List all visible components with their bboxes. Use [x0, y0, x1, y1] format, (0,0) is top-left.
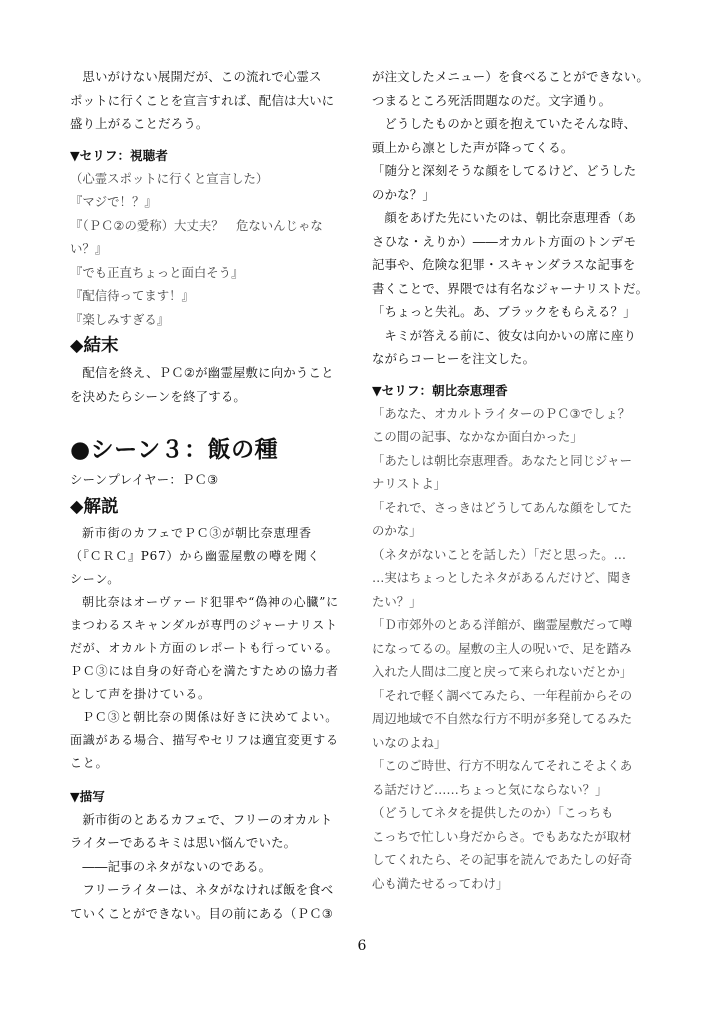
asahina-line: 「あなた、オカルトライターのＰＣ③でしょ？ [372, 405, 631, 421]
viewer-line: 『（ＰＣ②の愛称）大丈夫？ 危ないんじゃな [70, 217, 323, 233]
intro-line: 思いがけない展開だが、この流れで心霊ス [82, 69, 322, 84]
scene-title: ●シーン３：飯の種 [70, 437, 279, 463]
explain-line: ＰＣ③には自身の好奇心を満たすための協力者 [70, 663, 339, 678]
asahina-line: この間の記事、なかなか面白かった」 [372, 429, 583, 444]
left-column [70, 65, 360, 925]
explain-line: 朝比奈はオーヴァード犯罪や“偽神の心臓”に [82, 594, 339, 609]
narration-line: キミが答える前に、彼女は向かいの席に座り [384, 327, 637, 343]
narration-line: ながらコーヒーを注文した。 [372, 351, 536, 366]
explain-line: こと。 [70, 755, 109, 770]
asahina-line: いなのよね」 [372, 734, 447, 750]
explain-line: 新市街のカフェでＰＣ③が朝比奈恵理香 [82, 525, 312, 540]
narration-line: が注文したメニュー）を食べることができない。 [372, 69, 649, 84]
viewer-line: 『配信待ってます！』 [70, 288, 194, 303]
narration-line: さひな・えりか）――オカルト方面のトンデモ [372, 233, 637, 249]
asahina-line: 「それで、さっきはどうしてあんな顔をしてた [372, 499, 632, 515]
explain-line: ＰＣ③と朝比奈の関係は好きに決めてよい。 [82, 709, 339, 724]
intro-line: 盛り上がることだろう。 [70, 116, 209, 131]
narration-line: 顔をあげた先にいたのは、朝比奈恵理香（あ [384, 210, 637, 225]
narration-line: どうしたものかと頭を抱えていたそんな時、 [384, 116, 637, 131]
explain-heading: ◆解説 [70, 496, 119, 517]
depict-line: 新市街のとあるカフェで、フリーのオカルト [82, 811, 333, 827]
viewer-line: 『マジで！？』 [70, 194, 157, 209]
asahina-line: 心も満たせるってわけ」 [372, 875, 509, 891]
asahina-line: 「このご時世、行方不明なんてそれこそよくあ [372, 758, 633, 773]
explain-line: として声を掛けている。 [70, 686, 211, 701]
viewer-line: 『楽しみすぎる』 [70, 311, 170, 327]
conclusion-line: 配信を終え、ＰＣ②が幽霊屋敷に向かうこと [82, 365, 334, 380]
asahina-line: （ネタがないことを話した）「だと思った。… [372, 546, 627, 562]
intro-line: ポットに行くことを宣言すれば、配信は大いに [70, 92, 335, 108]
depict-line: ――記事のネタがないのである。 [82, 858, 272, 874]
conclusion-heading: ◆結末 [70, 336, 119, 356]
depict-line: ライターであるキミは思い悩んでいた。 [70, 835, 297, 850]
asahina-line: ナリストよ」 [372, 476, 447, 491]
asahina-line: 周辺地域で不自然な行方不明が多発してるみた [372, 711, 633, 726]
explain-line: だが、オカルト方面のレポートも行っている。 [70, 640, 339, 655]
explain-line: シーン。 [70, 571, 121, 586]
asahina-serif-heading: ▼セリフ：朝比奈恵理香 [372, 382, 508, 398]
asahina-line: たい？」 [372, 593, 422, 609]
asahina-line: こっちで忙しい身だからさ。でもあなたが取材 [372, 828, 632, 844]
narration-line: つまるところ死活問題なのだ。文字通り。 [372, 92, 612, 108]
narration-line: 頭上から凛とした声が降ってくる。 [372, 139, 574, 155]
asahina-line: 「Ｄ市郊外のとある洋館が、幽霊屋敷だって噂 [372, 617, 633, 632]
viewer-line: い？』 [70, 241, 108, 256]
asahina-line: のかな」 [372, 523, 422, 538]
depict-heading: ▼描写 [70, 788, 105, 804]
asahina-line: る話だけど……ちょっと気にならない？」 [372, 781, 608, 797]
narration-line: のかな？」 [372, 186, 435, 202]
depict-line: ていくことができない。目の前にある（ＰＣ③ [70, 905, 334, 921]
conclusion-line: を決めたらシーンを終了する。 [70, 388, 247, 404]
viewer-serif-heading: ▼セリフ：視聴者 [70, 147, 168, 163]
asahina-line: （どうしてネタを提供したのか）「こっちも [372, 805, 614, 820]
asahina-line: になってるの。屋敷の主人の呪いで、足を踏み [372, 640, 632, 656]
explain-line: 面識がある場合、描写やセリフは適宜変更する [70, 732, 339, 747]
viewer-line: 『でも正直ちょっと面白そう』 [70, 264, 244, 280]
narration-line: 「随分と深刻そうな顔をしてるけど、どうした [372, 163, 637, 178]
depict-line: フリーライターは、ネタがなければ飯を食べ [82, 882, 334, 897]
viewer-line: （心霊スポットに行くと宣言した） [70, 170, 269, 186]
explain-line: まつわるスキャンダルが専門のジャーナリスト [70, 617, 338, 632]
narration-line: 「ちょっと失礼。あ、ブラックをもらえる？」 [372, 304, 636, 319]
explain-line: （『ＣＲＣ』P67）から幽霊屋敷の噂を聞く [70, 548, 321, 563]
narration-line: 書くことで、界隈では有名なジャーナリストだ。 [372, 280, 649, 296]
narration-line: 記事や、危険な犯罪・スキャンダラスな記事を [372, 257, 636, 272]
asahina-line: …実はちょっとしたネタがあるんだけど、聞き [372, 570, 633, 585]
right-column [372, 65, 662, 895]
asahina-line: してくれたら、その記事を読んであたしの好奇 [372, 852, 633, 867]
scene-player: シーンプレイヤー：ＰＣ③ [70, 472, 219, 487]
asahina-line: 「あたしは朝比奈恵理香。あなたと同じジャー [372, 452, 632, 468]
page-number: 6 [357, 938, 367, 954]
asahina-line: 入れた人間は二度と戻って来られないだとか」 [372, 664, 633, 679]
asahina-line: 「それで軽く調べてみたら、一年程前からその [372, 687, 633, 703]
